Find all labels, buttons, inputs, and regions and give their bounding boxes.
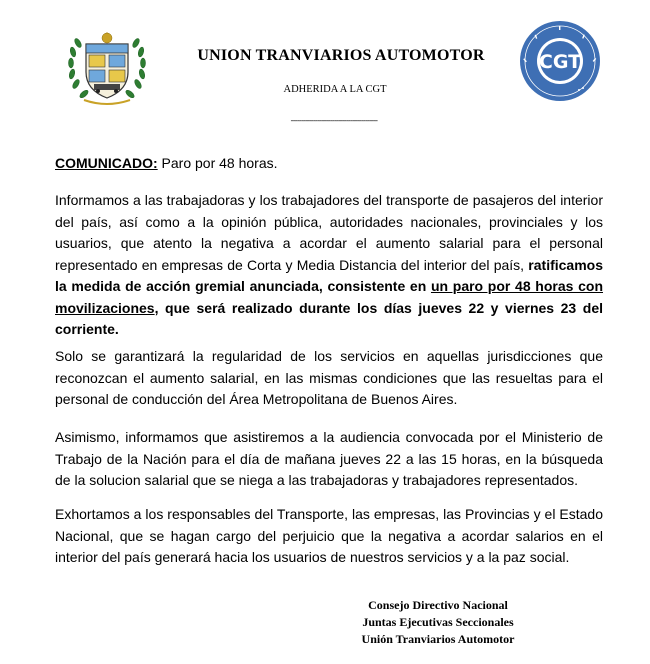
paragraph-hearing: Asimismo, informamos que asistiremos a la audiencia convocada por el Ministerio de Trabajo de la Nación para el día de mañana jueves 22 a las 15 horas, en la búsqueda de la solucion salarial que se niega a las trabajadoras y trabajadores representados. [55,429,603,488]
separator-line: ------------------------------------------ [290,116,378,125]
paragraph-announcement-bold-b: , que será realizado durante los días jueves 22 y viernes 23 del corriente. [55,299,603,337]
organization-subtitle: ADHERIDA A LA CGT [283,84,387,95]
signature-line-3: Unión Tranviarios Automotor [361,632,515,646]
signature-line-1: Consejo Directivo Nacional [368,598,508,612]
paragraph-guarantee: Solo se garantizará la regularidad de los servicios en aquellas jurisdicciones que reconozcan el aumento salarial, en las mismas condiciones que las resueltas para el personal de conducción del Área Metropolitana de Buenos Aires. [55,348,603,407]
paragraph-announcement [55,190,603,341]
organization-title: UNION TRANVIARIOS AUTOMOTOR [197,47,485,64]
uta-shield-logo [64,24,150,106]
signature-block [338,597,538,648]
paragraph-announcement-bold-a: ratificamos la medida de acción gremial anunciada, consistente en [55,256,603,294]
communique-label: COMUNICADO: [55,155,158,171]
paragraph-exhortation: Exhortamos a los responsables del Transporte, las empresas, las Provincias y el Estado Nacional, que se hagan cargo del perjuicio que la negativa a acordar salarios en el interior del país generará hacia los usuarios de nuestros servicios y a la paz social. [55,506,603,565]
communique-heading [55,155,278,171]
communique-subject: Paro por 48 horas. [157,155,278,171]
cgt-seal-letters: CGT [538,51,582,73]
paragraph-announcement-strike-phrase: un paro por 48 horas con movilizaciones [55,278,603,316]
paragraph-announcement-intro: Informamos a las trabajadoras y los trabajadores del transporte de pasajeros del interior del país, así como a la opinión pública, autoridades nacionales, provinciales y los usuarios, que atento la negativa a acordar el aumento salarial para el personal representado en empresas de Corta y Media Distancia del interior del país, [55,192,603,273]
cgt-seal-logo [519,20,601,102]
signature-line-2: Juntas Ejecutivas Seccionales [362,615,514,629]
